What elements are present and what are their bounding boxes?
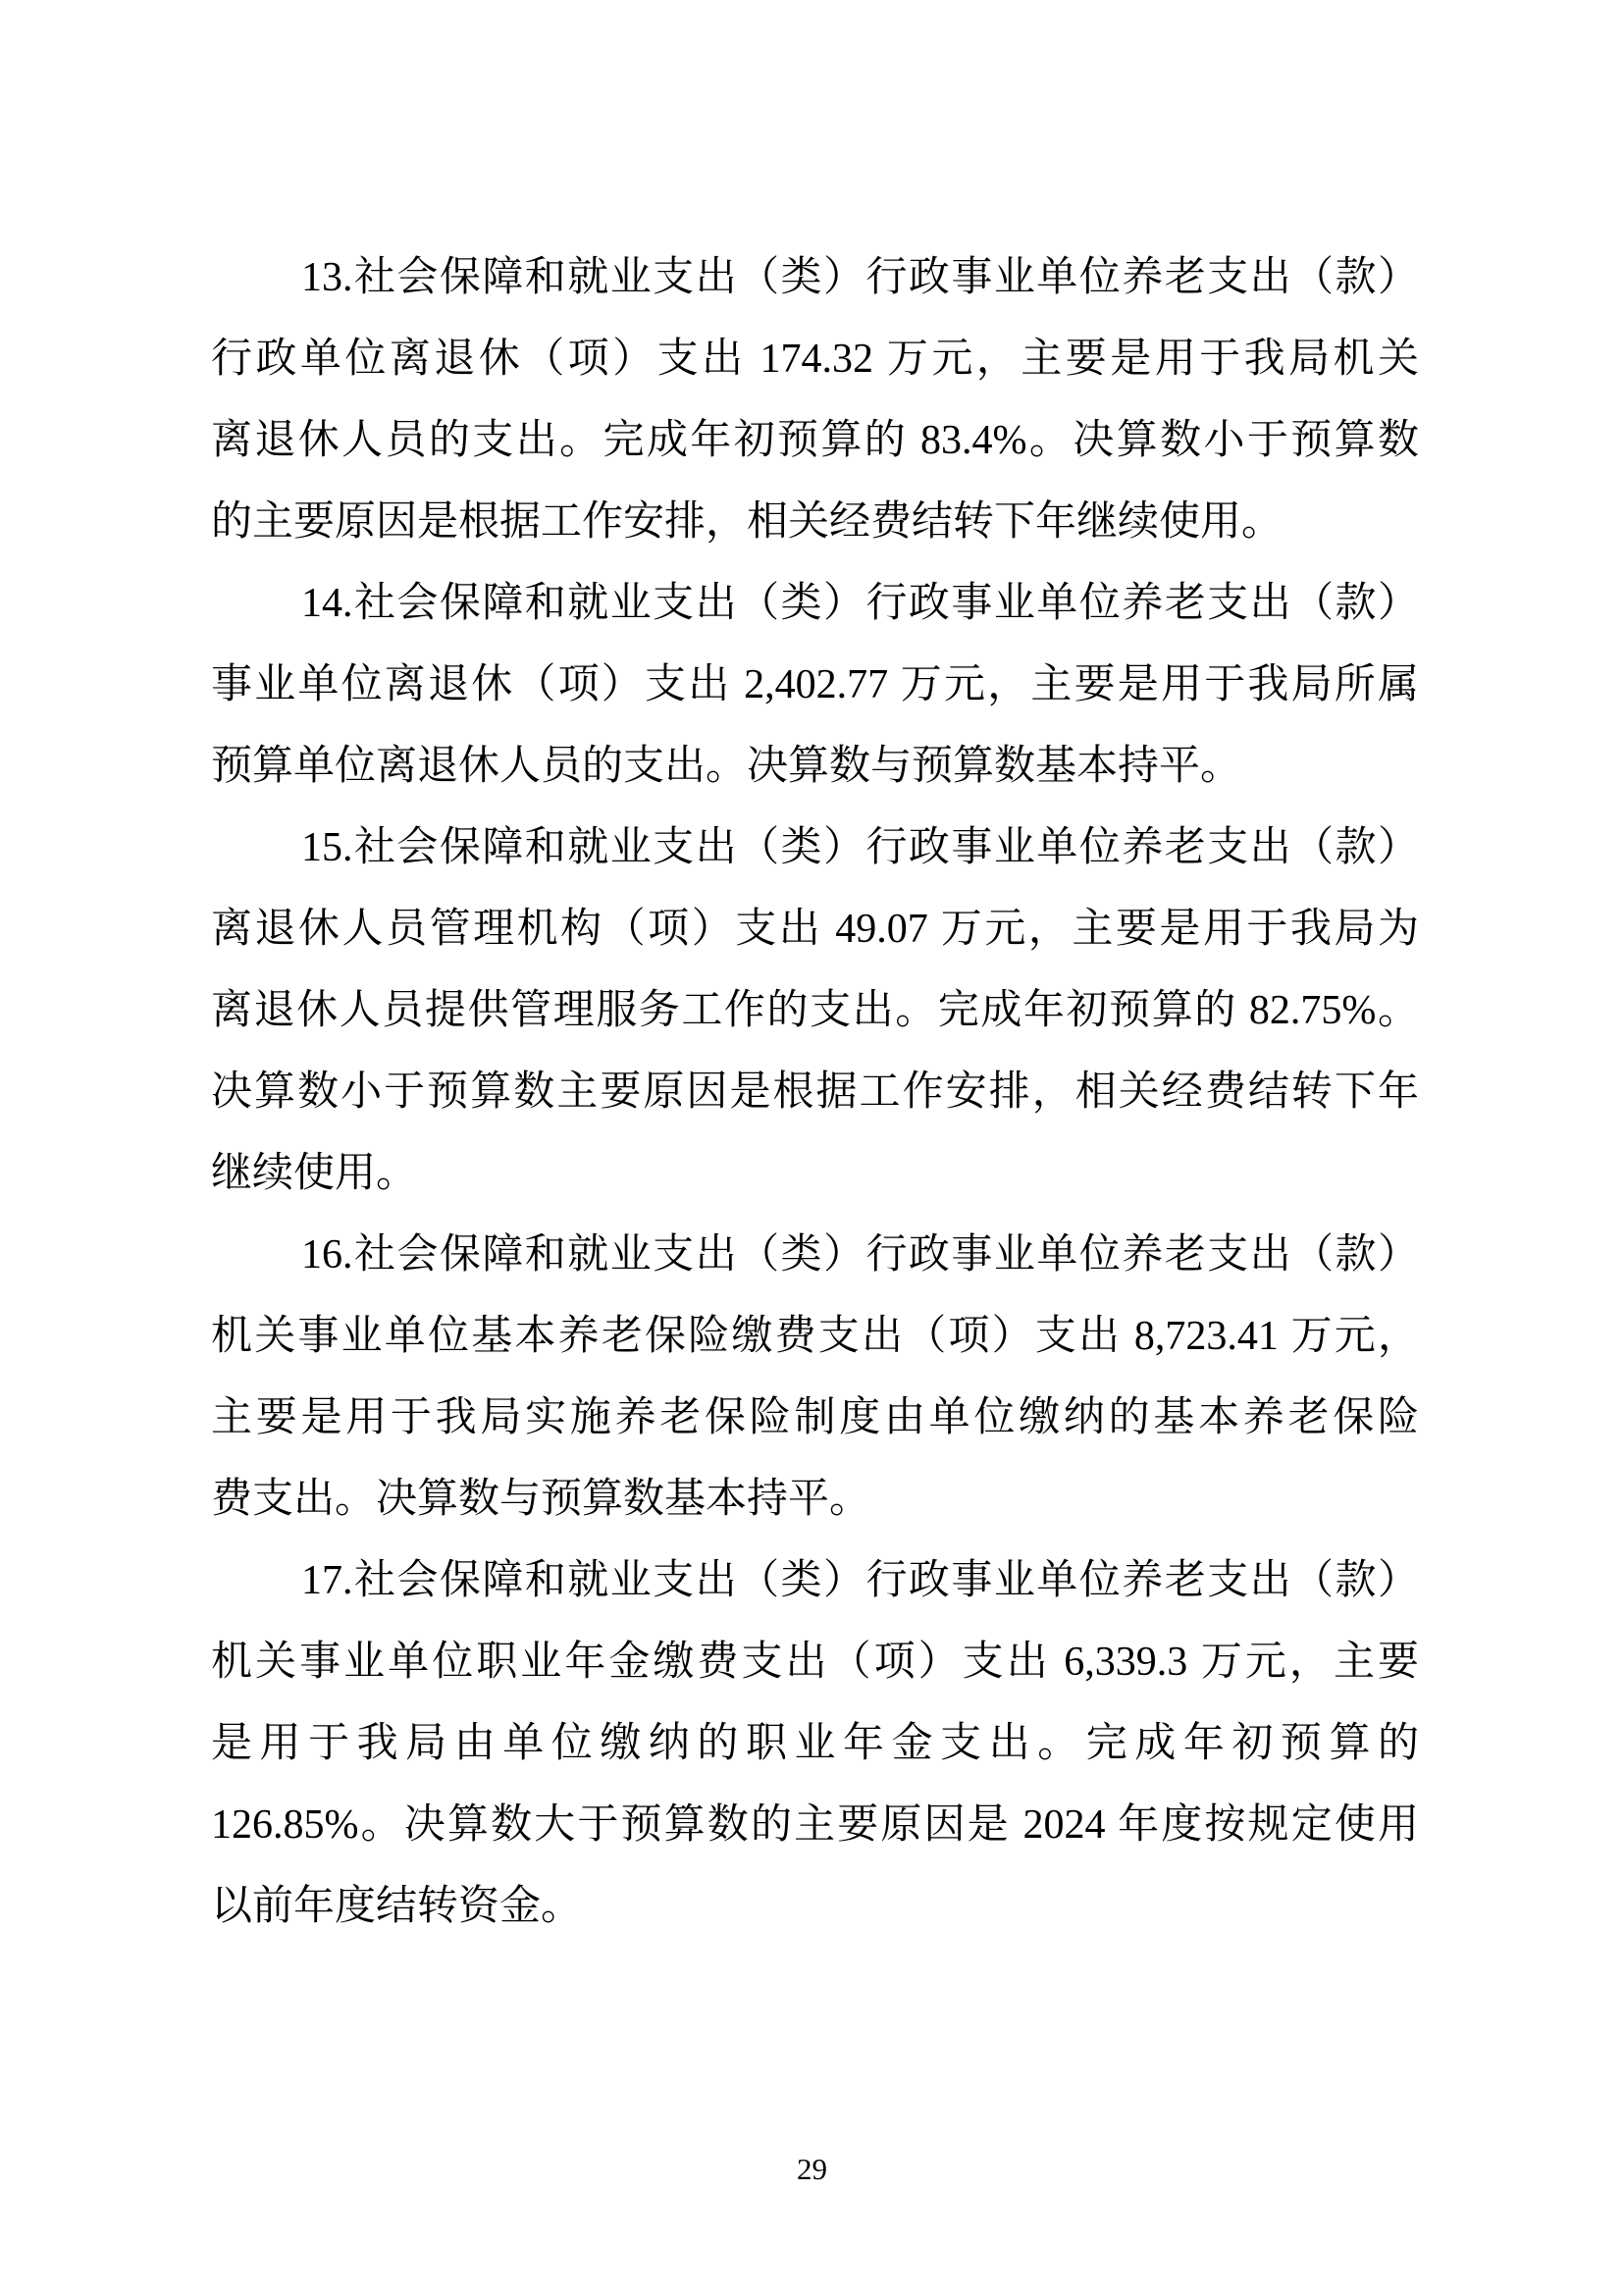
paragraph-line: 主要是用于我局实施养老保险制度由单位缴纳的基本养老保险 xyxy=(211,1395,1419,1440)
paragraph xyxy=(211,237,1419,563)
paragraph-line: 行政单位离退休（项）支出 174.32 万元，主要是用于我局机关 xyxy=(211,337,1419,382)
paragraph-line: 14.社会保障和就业支出（类）行政事业单位养老支出（款） xyxy=(301,581,1419,626)
paragraph-line: 的主要原因是根据工作安排，相关经费结转下年继续使用。 xyxy=(211,499,1283,545)
paragraph-line: 离退休人员的支出。完成年初预算的 83.4%。决算数小于预算数 xyxy=(211,418,1419,463)
paragraph-line: 126.85%。决算数大于预算数的主要原因是 2024 年度按规定使用 xyxy=(211,1802,1419,1848)
paragraph-line: 费支出。决算数与预算数基本持平。 xyxy=(211,1477,871,1522)
paragraph-line: 决算数小于预算数主要原因是根据工作安排，相关经费结转下年 xyxy=(211,1069,1419,1115)
paragraph xyxy=(211,563,1419,808)
paragraph-line: 离退休人员提供管理服务工作的支出。完成年初预算的 82.75%。 xyxy=(211,988,1419,1033)
paragraph-line: 是用于我局由单位缴纳的职业年金支出。完成年初预算的 xyxy=(211,1721,1419,1766)
paragraph xyxy=(211,808,1419,1215)
paragraph-line: 继续使用。 xyxy=(211,1151,418,1196)
paragraph-line: 机关事业单位职业年金缴费支出（项）支出 6,339.3 万元，主要 xyxy=(211,1640,1419,1685)
paragraph-line: 15.社会保障和就业支出（类）行政事业单位养老支出（款） xyxy=(301,825,1419,870)
paragraph-line: 以前年度结转资金。 xyxy=(211,1884,583,1929)
paragraph-line: 13.社会保障和就业支出（类）行政事业单位养老支出（款） xyxy=(301,255,1419,300)
paragraph xyxy=(211,1540,1419,1948)
paragraph-line: 离退休人员管理机构（项）支出 49.07 万元，主要是用于我局为 xyxy=(211,907,1419,952)
paragraph-line: 16.社会保障和就业支出（类）行政事业单位养老支出（款） xyxy=(301,1232,1419,1278)
page-number: 29 xyxy=(797,2152,827,2186)
paragraph-line: 17.社会保障和就业支出（类）行政事业单位养老支出（款） xyxy=(301,1558,1419,1603)
paragraph-line: 事业单位离退休（项）支出 2,402.77 万元，主要是用于我局所属 xyxy=(211,662,1419,707)
document-body xyxy=(211,237,1419,1948)
paragraph-line: 机关事业单位基本养老保险缴费支出（项）支出 8,723.41 万元， xyxy=(211,1314,1419,1359)
paragraph xyxy=(211,1215,1419,1540)
paragraph-line: 预算单位离退休人员的支出。决算数与预算数基本持平。 xyxy=(211,744,1242,789)
